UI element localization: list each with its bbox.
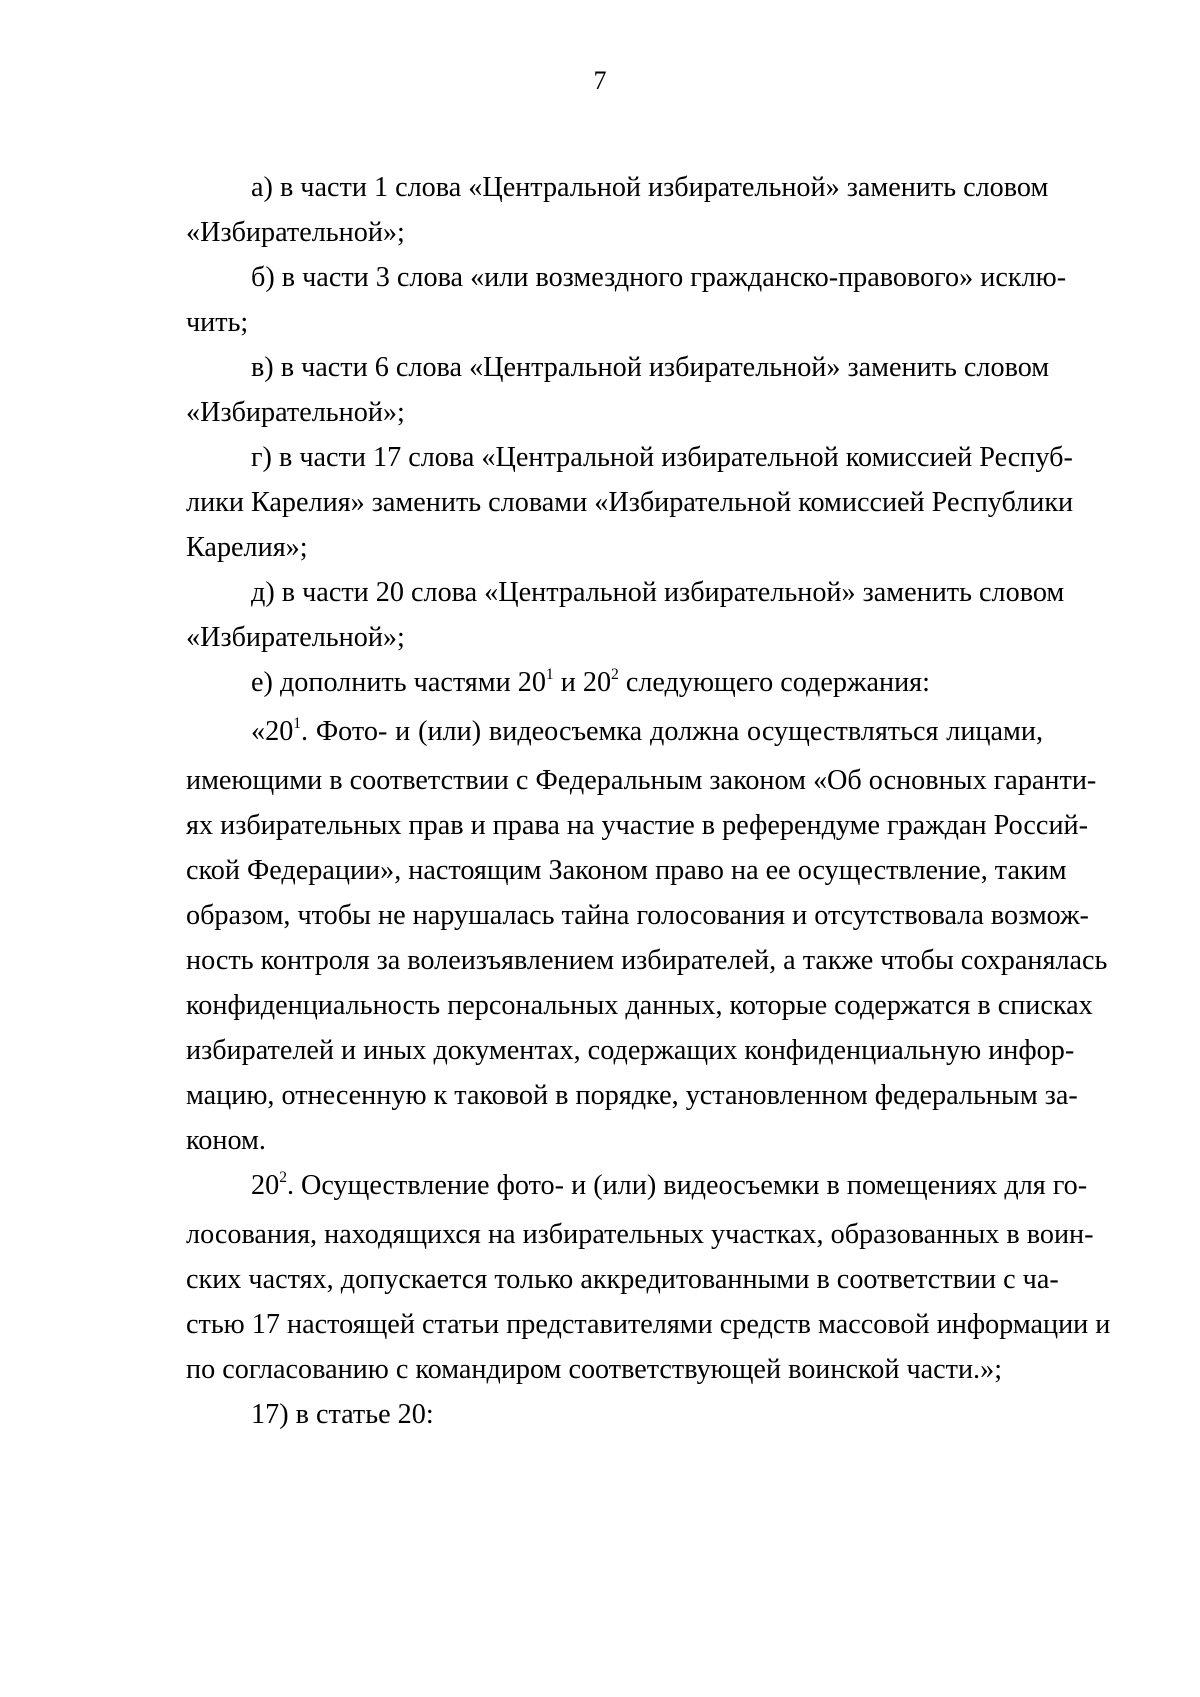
text-fragment: е) дополнить частями 20: [251, 667, 546, 698]
text-line: коном.: [186, 1125, 266, 1156]
text-line: «Избирательной»;: [186, 622, 405, 653]
text-line: ской Федерации», настоящим Законом право на ее осуществление, таким: [186, 855, 1067, 886]
text-line: конфиденциальность персональных данных, которые содержатся в списках: [186, 990, 1093, 1021]
text-line: образом, чтобы не нарушалась тайна голосования и отсутствовала возмож-: [186, 900, 1089, 931]
page-number: 7: [593, 66, 607, 95]
text-line: в) в части 6 слова «Центральной избирательной» заменить словом: [251, 352, 1050, 383]
text-line: мацию, отнесенную к таковой в порядке, установленном федеральным за-: [186, 1080, 1078, 1111]
text-line: лики Карелия» заменить словами «Избирательной комиссией Республики: [186, 487, 1074, 518]
text-line: чить;: [186, 307, 249, 338]
paragraph-20-1: [186, 709, 1108, 1163]
paragraph-d: [186, 570, 1065, 660]
text-fragment: следующего содержания:: [618, 667, 930, 698]
text-fragment: 20: [251, 1170, 280, 1201]
superscript: 2: [611, 666, 619, 684]
text-line: а) в части 1 слова «Центральной избирательной» заменить словом: [251, 172, 1049, 203]
text-line: лосования, находящихся на избирательных участках, образованных в воин-: [186, 1219, 1094, 1250]
text-line: Карелия»;: [186, 532, 308, 563]
text-line: б) в части 3 слова «или возмездного гражданско-правового» исклю-: [251, 262, 1067, 293]
superscript: 2: [279, 1169, 287, 1187]
superscript: 1: [545, 666, 554, 684]
text-line: имеющими в соответствии с Федеральным законом «Об основных гаранти-: [186, 765, 1097, 796]
text-line: г) в части 17 слова «Центральной избирательной комиссией Респуб-: [251, 442, 1073, 473]
text-fragment: . Осуществление фото- и (или) видеосъемки в помещениях для го-: [286, 1170, 1088, 1201]
text-line: стью 17 настоящей статьи представителями средств массовой информации и: [186, 1309, 1111, 1340]
text-line: [186, 709, 1043, 758]
text-line: 17) в статье 20:: [251, 1399, 434, 1430]
text-line: «Избирательной»;: [186, 217, 405, 248]
text-line: д) в части 20 слова «Центральной избирательной» заменить словом: [251, 577, 1065, 608]
text-line: ность контроля за волеизъявлением избирателей, а также чтобы сохранялась: [186, 945, 1108, 976]
paragraph-e: [186, 660, 1043, 709]
paragraph-20-2: [186, 1163, 1111, 1392]
text-line: [186, 1163, 1088, 1212]
paragraph-a: [186, 165, 1049, 255]
text-line: [186, 660, 1043, 709]
text-fragment: . Фото- и (или) видеосъемка должна осуществляться лицами,: [301, 716, 1043, 747]
paragraph-b: [186, 255, 1067, 345]
paragraph-v: [186, 345, 1050, 435]
superscript: 1: [293, 715, 302, 733]
text-line: избирателей и иных документах, содержащих конфиденциальную инфор-: [186, 1035, 1075, 1066]
text-fragment: и 20: [553, 667, 612, 698]
paragraph-17: [186, 1392, 1043, 1437]
paragraph-g: [186, 435, 1074, 570]
text-line: ях избирательных прав и права на участие в референдуме граждан Россий-: [186, 810, 1088, 841]
document-body: [186, 165, 1111, 1437]
text-line: ских частях, допускается только аккредитованными в соответствии с ча-: [186, 1264, 1059, 1295]
text-line: по согласованию с командиром соответствующей воинской части.»;: [186, 1354, 1003, 1385]
text-fragment: «20: [251, 716, 294, 747]
text-line: «Избирательной»;: [186, 397, 405, 428]
